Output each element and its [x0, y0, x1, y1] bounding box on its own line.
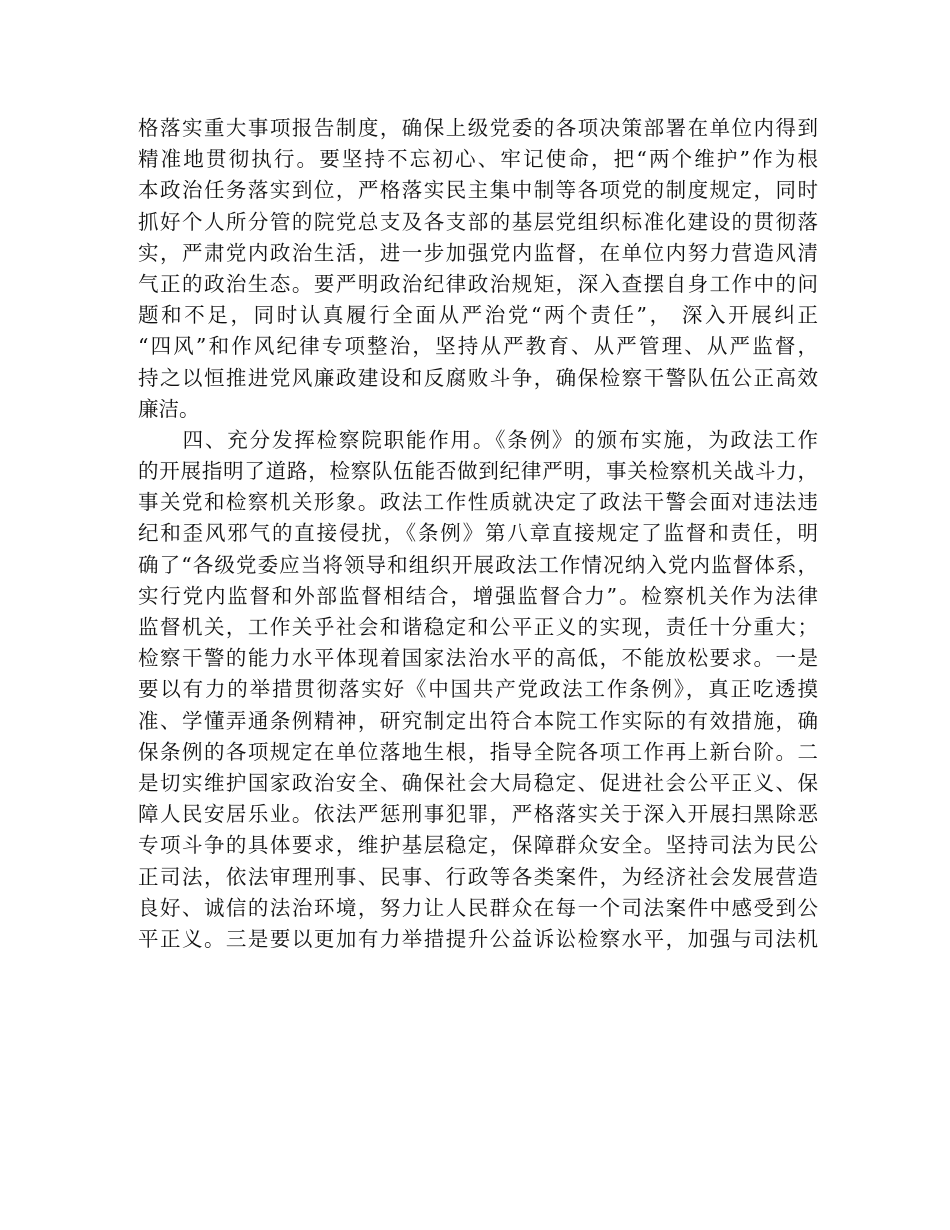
- text-line: 专项斗争的具体要求，维护基层稳定，保障群众安全。坚持司法为民公: [138, 833, 818, 858]
- text-line: 平正义。三是要以更加有力举措提升公益诉讼检察水平，加强与司法机: [138, 926, 818, 951]
- text-line: 要以有力的举措贯彻落实好《中国共产党政法工作条例》，真正吃透摸: [138, 677, 818, 702]
- text-line: 实，严肃党内政治生活，进一步加强党内监督，在单位内努力营造风清: [138, 240, 818, 265]
- text-line: 检察干警的能力水平体现着国家法治水平的高低，不能放松要求。一是: [138, 646, 818, 671]
- text-line: 准、学懂弄通条例精神，研究制定出符合本院工作实际的有效措施，确: [138, 708, 818, 733]
- text-line: 是切实维护国家政治安全、确保社会大局稳定、促进社会公平正义、保: [138, 770, 818, 795]
- text-line: 确了“各级党委应当将领导和组织开展政法工作情况纳入党内监督体系，: [138, 552, 818, 577]
- text-line: “四风”和作风纪律专项整治，坚持从严教育、从严管理、从严监督，: [138, 334, 818, 359]
- text-line: 事关党和检察机关形象。政法工作性质就决定了政法干警会面对违法违: [138, 490, 818, 515]
- text-line: 的开展指明了道路，检察队伍能否做到纪律严明，事关检察机关战斗力，: [138, 459, 818, 484]
- text-line: 气正的政治生态。要严明政治纪律政治规矩，深入查摆自身工作中的问: [138, 271, 818, 296]
- text-line: 正司法，依法审理刑事、民事、行政等各类案件，为经济社会发展营造: [138, 864, 818, 889]
- text-line: 精准地贯彻执行。要坚持不忘初心、牢记使命，把“两个维护”作为根: [138, 147, 818, 172]
- paragraph-heading-line: 四、充分发挥检察院职能作用。《条例》的颁布实施，为政法工作: [138, 427, 818, 452]
- document-body: [138, 113, 818, 955]
- text-line: 良好、诚信的法治环境，努力让人民群众在每一个司法案件中感受到公: [138, 895, 818, 920]
- text-line: 持之以恒推进党风廉政建设和反腐败斗争，确保检察干警队伍公正高效: [138, 365, 818, 390]
- text-line: 廉洁。: [138, 396, 200, 421]
- text-line: 实行党内监督和外部监督相结合，增强监督合力”。检察机关作为法律: [138, 583, 818, 608]
- text-line: 题和不足，同时认真履行全面从严治党“两个责任”， 深入开展纠正: [138, 303, 818, 328]
- text-line: 格落实重大事项报告制度，确保上级党委的各项决策部署在单位内得到: [138, 116, 818, 140]
- text-line: 本政治任务落实到位，严格落实民主集中制等各项党的制度规定，同时: [138, 178, 818, 203]
- text-line: 纪和歪风邪气的直接侵扰，《条例》第八章直接规定了监督和责任，明: [138, 521, 818, 546]
- text-line: 障人民安居乐业。依法严惩刑事犯罪，严格落实关于深入开展扫黑除恶: [138, 802, 818, 827]
- text-line: 监督机关，工作关乎社会和谐稳定和公平正义的实现，责任十分重大；: [138, 615, 818, 639]
- text-line: 保条例的各项规定在单位落地生根，指导全院各项工作再上新台阶。二: [138, 739, 818, 764]
- text-line: 抓好个人所分管的院党总支及各支部的基层党组织标准化建设的贯彻落: [138, 209, 818, 234]
